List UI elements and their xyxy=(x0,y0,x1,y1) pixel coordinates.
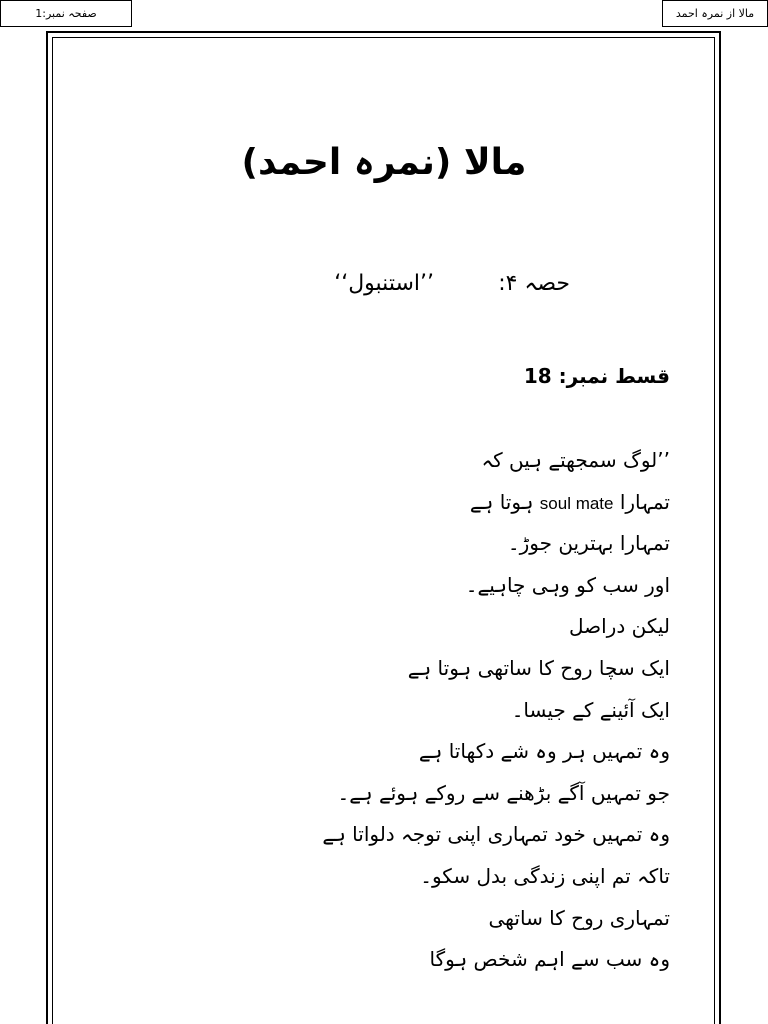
page-number-header: صفحہ نمبر:1 xyxy=(0,0,132,27)
poem-line-latin: soul mate xyxy=(539,493,614,513)
part-name: ’’استنبول‘‘ xyxy=(334,271,434,296)
poem-line: تمہاری روح کا ساتھی xyxy=(488,905,670,930)
poem-line: وہ تمہیں ہر وہ شے دکھاتا ہے xyxy=(418,739,670,764)
episode-number xyxy=(524,364,670,388)
poem-line xyxy=(250,482,670,524)
poem-line: ’’لوگ سمجھتے ہیں کہ xyxy=(481,448,670,472)
poem-line: وہ سب سے اہم شخص ہوگا xyxy=(429,947,670,972)
poem-line: تاکہ تم اپنی زندگی بدل سکو۔ xyxy=(420,863,670,888)
episode-label: قسط نمبر: xyxy=(558,364,670,388)
episode-value: 18 xyxy=(523,364,552,388)
part-label: حصہ ۴: xyxy=(498,271,570,296)
poem xyxy=(250,440,670,981)
poem-line: اور سب کو وہی چاہیے۔ xyxy=(465,572,670,597)
poem-line: ایک آئینے کے جیسا۔ xyxy=(511,697,670,722)
book-title-header: مالا از نمرہ احمد xyxy=(662,0,768,27)
poem-line: وہ تمہیں خود تمہاری اپنی توجہ دلواتا ہے xyxy=(322,822,670,847)
poem-line-text: ہوتا ہے xyxy=(469,489,540,514)
poem-line: لیکن دراصل xyxy=(568,614,670,639)
poem-line: ایک سچا روح کا ساتھی ہوتا ہے xyxy=(407,655,670,680)
poem-line: تمہارا بہترین جوڑ۔ xyxy=(507,531,670,556)
page-title: مالا (نمرہ احمد) xyxy=(241,142,527,183)
poem-line-text: تمہارا xyxy=(613,489,670,514)
poem-line: جو تمہیں آگے بڑھنے سے روکے ہوئے ہے۔ xyxy=(337,780,670,805)
